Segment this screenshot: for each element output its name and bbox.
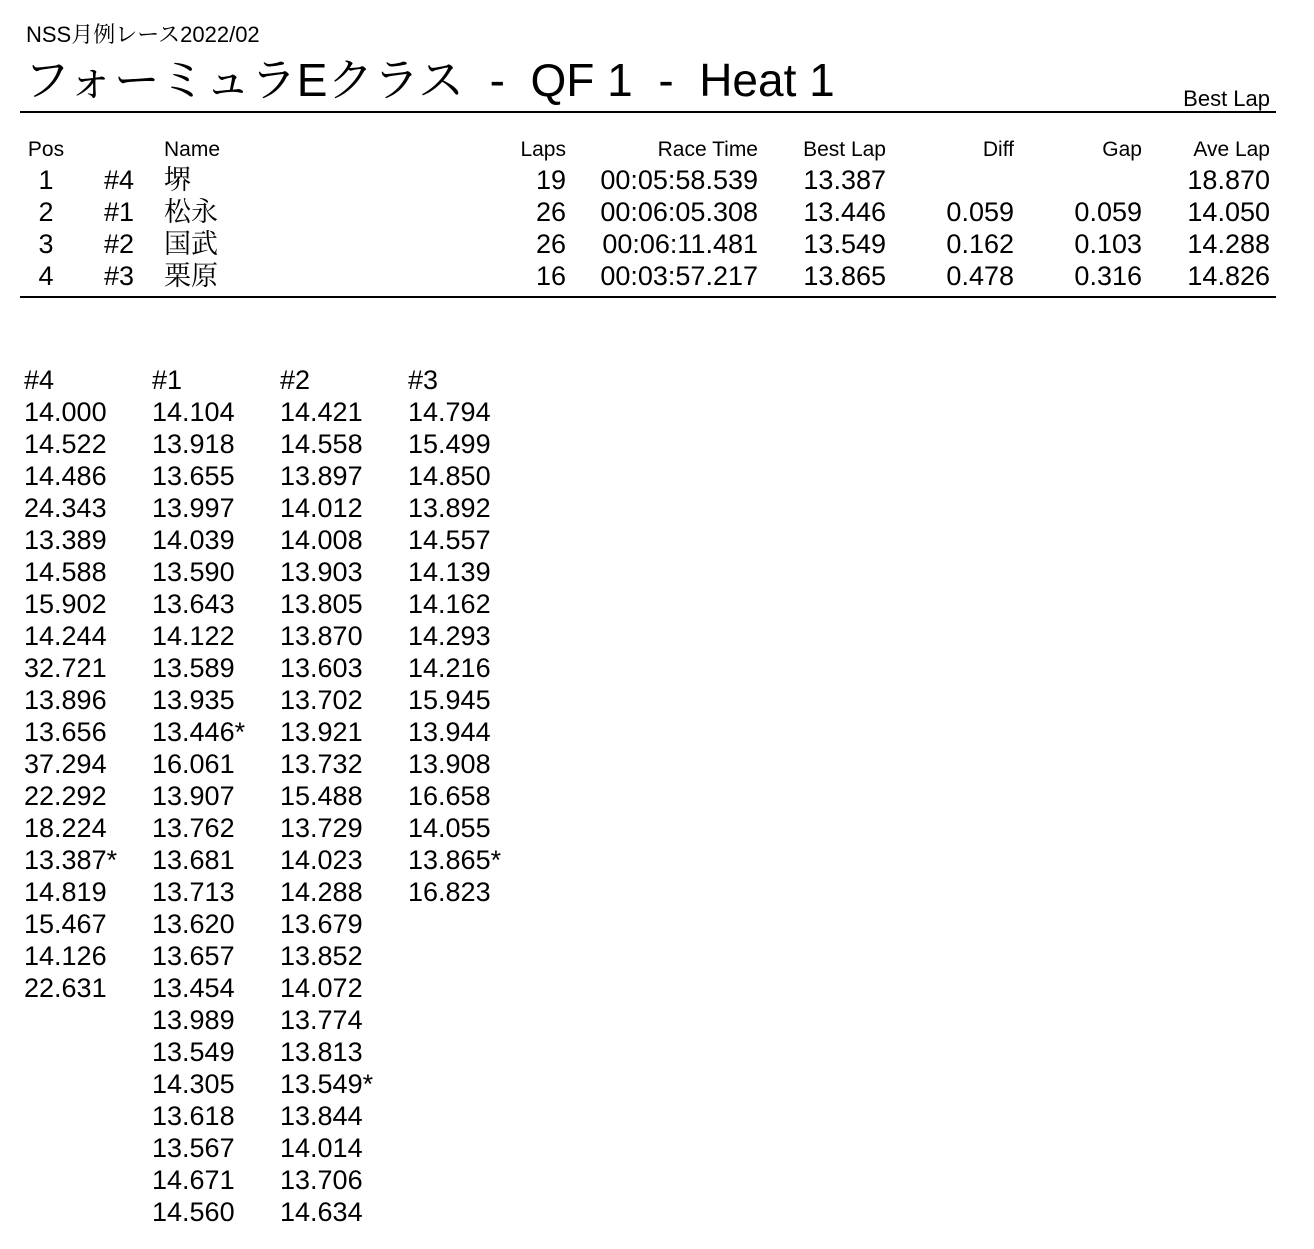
lap-time: 14.588 xyxy=(24,557,107,587)
cell-laps: 16 xyxy=(535,261,566,291)
lap-time: 16.823 xyxy=(408,877,491,907)
lap-time: 14.014 xyxy=(280,1133,363,1163)
lap-time: 13.389 xyxy=(24,525,107,555)
table-row xyxy=(0,260,1314,292)
col-header-gap: Gap xyxy=(1102,138,1142,161)
lap-time: 37.294 xyxy=(24,749,107,779)
lap-time: 14.104 xyxy=(152,397,235,427)
cell-best-lap: 13.865 xyxy=(803,261,886,291)
lap-time: 14.162 xyxy=(408,589,491,619)
lap-time: 13.762 xyxy=(152,813,235,843)
lap-time: 13.549* xyxy=(280,1069,374,1099)
cell-car-number: #4 xyxy=(104,165,135,195)
lap-time: 14.023 xyxy=(280,845,363,875)
cell-car-number: #2 xyxy=(104,229,135,259)
lap-time: 13.679 xyxy=(280,909,363,939)
lap-time: 14.522 xyxy=(24,429,107,459)
cell-race-time: 00:05:58.539 xyxy=(600,165,758,195)
table-row xyxy=(0,164,1314,196)
lap-time: 13.907 xyxy=(152,781,235,811)
lap-column-header: #1 xyxy=(152,365,183,395)
sort-label: Best Lap xyxy=(1183,86,1270,111)
lap-time: 14.055 xyxy=(408,813,491,843)
lap-time: 13.908 xyxy=(408,749,491,779)
cell-gap: 0.316 xyxy=(1074,261,1142,291)
lap-time: 13.603 xyxy=(280,653,363,683)
lap-time: 13.655 xyxy=(152,461,235,491)
lap-time: 22.631 xyxy=(24,973,107,1003)
cell-diff: 0.059 xyxy=(946,197,1014,227)
lap-time: 14.008 xyxy=(280,525,363,555)
cell-gap: 0.059 xyxy=(1074,197,1142,227)
lap-time: 14.486 xyxy=(24,461,107,491)
lap-time: 13.944 xyxy=(408,717,491,747)
lap-time: 16.061 xyxy=(152,749,235,779)
lap-time: 14.794 xyxy=(408,397,491,427)
lap-time: 15.488 xyxy=(280,781,363,811)
lap-time: 13.618 xyxy=(152,1101,235,1131)
cell-pos: 3 xyxy=(38,229,54,259)
cell-best-lap: 13.446 xyxy=(803,197,886,227)
cell-car-number: #1 xyxy=(104,197,135,227)
lap-time: 24.343 xyxy=(24,493,107,523)
lap-column-header: #4 xyxy=(24,365,55,395)
lap-time: 14.819 xyxy=(24,877,107,907)
lap-column-header: #3 xyxy=(408,365,439,395)
lap-time: 13.997 xyxy=(152,493,235,523)
lap-time: 13.918 xyxy=(152,429,235,459)
lap-time: 13.865* xyxy=(408,845,502,875)
lap-time: 13.989 xyxy=(152,1005,235,1035)
cell-pos: 1 xyxy=(38,165,54,195)
lap-time: 13.702 xyxy=(280,685,363,715)
lap-time: 13.903 xyxy=(280,557,363,587)
lap-time: 13.681 xyxy=(152,845,235,875)
lap-time: 14.012 xyxy=(280,493,363,523)
results-divider xyxy=(20,296,1276,298)
lap-time: 13.844 xyxy=(280,1101,363,1131)
lap-column xyxy=(24,364,152,1004)
col-header-best-lap: Best Lap xyxy=(803,138,886,161)
lap-time: 13.656 xyxy=(24,717,107,747)
lap-time: 13.732 xyxy=(280,749,363,779)
cell-gap: 0.103 xyxy=(1074,229,1142,259)
cell-name: 堺 xyxy=(164,165,191,195)
lap-time: 14.293 xyxy=(408,621,491,651)
lap-column-header: #2 xyxy=(280,365,311,395)
lap-time: 14.000 xyxy=(24,397,107,427)
lap-time: 13.813 xyxy=(280,1037,363,1067)
lap-time: 13.549 xyxy=(152,1037,235,1067)
col-header-laps: Laps xyxy=(520,138,566,161)
lap-time: 14.305 xyxy=(152,1069,235,1099)
lap-time: 14.072 xyxy=(280,973,363,1003)
lap-time: 22.292 xyxy=(24,781,107,811)
lap-time: 13.870 xyxy=(280,621,363,651)
col-header-pos: Pos xyxy=(27,138,65,161)
lap-time: 13.454 xyxy=(152,973,235,1003)
cell-pos: 4 xyxy=(38,261,54,291)
lap-time: 18.224 xyxy=(24,813,107,843)
cell-ave-lap: 14.288 xyxy=(1187,229,1270,259)
lap-time: 13.921 xyxy=(280,717,363,747)
cell-race-time: 00:06:05.308 xyxy=(600,197,758,227)
cell-ave-lap: 18.870 xyxy=(1187,165,1270,195)
lap-time: 15.945 xyxy=(408,685,491,715)
lap-time: 15.499 xyxy=(408,429,491,459)
lap-column xyxy=(152,364,280,1228)
cell-diff: 0.478 xyxy=(946,261,1014,291)
table-row xyxy=(0,228,1314,260)
event-name: NSS月例レース2022/02 xyxy=(26,22,260,47)
lap-time: 14.139 xyxy=(408,557,491,587)
lap-time: 13.805 xyxy=(280,589,363,619)
cell-ave-lap: 14.050 xyxy=(1187,197,1270,227)
cell-name: 栗原 xyxy=(164,261,218,291)
lap-time: 13.713 xyxy=(152,877,235,907)
cell-name: 国武 xyxy=(164,229,218,259)
cell-laps: 26 xyxy=(535,229,566,259)
lap-time: 16.658 xyxy=(408,781,491,811)
cell-pos: 2 xyxy=(38,197,54,227)
col-header-name: Name xyxy=(164,138,221,161)
lap-time: 14.122 xyxy=(152,621,235,651)
lap-time: 13.657 xyxy=(152,941,235,971)
lap-time: 15.902 xyxy=(24,589,107,619)
lap-time: 13.897 xyxy=(280,461,363,491)
lap-time: 13.892 xyxy=(408,493,491,523)
lap-time: 13.935 xyxy=(152,685,235,715)
lap-time: 13.446* xyxy=(152,717,246,747)
lap-column xyxy=(280,364,408,1228)
cell-race-time: 00:03:57.217 xyxy=(600,261,758,291)
lap-time: 14.039 xyxy=(152,525,235,555)
cell-diff: 0.162 xyxy=(946,229,1014,259)
lap-time: 32.721 xyxy=(24,653,107,683)
lap-time: 14.288 xyxy=(280,877,363,907)
col-header-race-time: Race Time xyxy=(657,138,758,161)
lap-time: 13.852 xyxy=(280,941,363,971)
lap-time: 13.590 xyxy=(152,557,235,587)
cell-name: 松永 xyxy=(164,197,218,227)
lap-time: 13.620 xyxy=(152,909,235,939)
lap-time: 13.896 xyxy=(24,685,107,715)
lap-time: 14.421 xyxy=(280,397,363,427)
table-row xyxy=(0,196,1314,228)
lap-time: 14.560 xyxy=(152,1197,235,1227)
cell-ave-lap: 14.826 xyxy=(1187,261,1270,291)
cell-car-number: #3 xyxy=(104,261,135,291)
col-header-ave-lap: Ave Lap xyxy=(1193,138,1270,161)
lap-time: 13.643 xyxy=(152,589,235,619)
lap-time: 13.387* xyxy=(24,845,118,875)
lap-time: 14.244 xyxy=(24,621,107,651)
lap-time: 14.557 xyxy=(408,525,491,555)
lap-time: 14.634 xyxy=(280,1197,363,1227)
lap-time: 14.126 xyxy=(24,941,107,971)
lap-time: 15.467 xyxy=(24,909,107,939)
cell-best-lap: 13.387 xyxy=(803,165,886,195)
lap-column xyxy=(408,364,536,908)
lap-time: 13.589 xyxy=(152,653,235,683)
col-header-diff: Diff xyxy=(982,138,1014,161)
lap-time: 13.567 xyxy=(152,1133,235,1163)
lap-time: 13.774 xyxy=(280,1005,363,1035)
cell-best-lap: 13.549 xyxy=(803,229,886,259)
lap-time: 14.216 xyxy=(408,653,491,683)
cell-laps: 19 xyxy=(535,165,566,195)
page-title: フォーミュラEクラス - QF 1 - Heat 1 xyxy=(24,54,835,106)
lap-time: 14.671 xyxy=(152,1165,235,1195)
cell-race-time: 00:06:11.481 xyxy=(602,229,758,259)
cell-laps: 26 xyxy=(535,197,566,227)
lap-time: 13.729 xyxy=(280,813,363,843)
lap-time: 14.850 xyxy=(408,461,491,491)
lap-time: 14.558 xyxy=(280,429,363,459)
lap-time: 13.706 xyxy=(280,1165,363,1195)
header-divider xyxy=(20,111,1276,113)
